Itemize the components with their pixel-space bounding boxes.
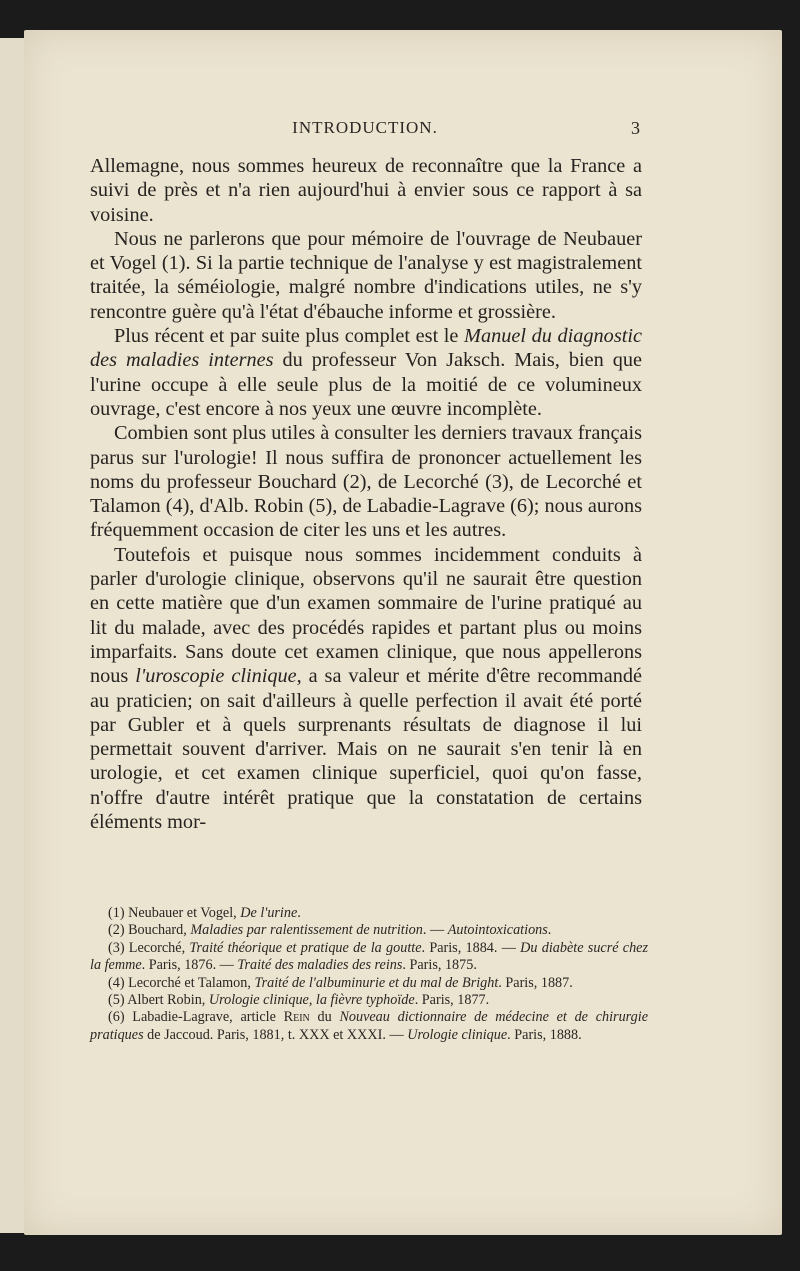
paragraph	[90, 421, 642, 542]
footnote	[90, 940, 648, 975]
italic-text: Du diabète sucré chez la femme	[90, 939, 649, 974]
italic-text: l'uroscopie clinique	[135, 665, 297, 688]
page-number: 3	[631, 118, 640, 138]
paragraph	[90, 154, 642, 227]
text-run: . Paris, 1877.	[414, 992, 490, 1009]
text-run: (4) Lecorché et Talamon,	[108, 974, 255, 991]
italic-text: Manuel du diagnostic des maladies internes	[90, 325, 642, 372]
text-run: . Paris, 1887.	[498, 974, 573, 991]
paragraph	[90, 324, 642, 421]
text-run: (6) Labadie-Lagrave, article	[108, 1009, 284, 1026]
text-run: . Paris, 1876. —	[141, 957, 238, 974]
text-run: . Paris, 1875.	[402, 957, 477, 974]
body-text	[90, 154, 642, 834]
footnote	[90, 975, 648, 992]
text-run: .	[297, 905, 301, 921]
text-run: Toutefois et puisque nous sommes incidemment conduits à parler d'urologie clinique, observons qu'il ne saurait être question en cette matière que d'un examen sommaire de l'urine pratiqué au lit du malade, avec des procédés rapides et partant plus ou moins imparfaits. Sans doute cet examen clinique, que nous appellerons nous	[90, 543, 642, 688]
text-run: Combien sont plus utiles à consulter les derniers travaux français parus sur l'urologie! Il nous suffira de prononcer actuellement les noms du professeur Bouchard (2), de Lecorché (3), de Lecorché et Talamon (4), d'Alb. Robin (5), de Labadie-Lagrave (6); nous aurons fréquemment occasion de citer les uns et les autres.	[90, 422, 642, 542]
italic-text: Maladies par ralentissement de nutrition	[190, 922, 423, 939]
italic-text: Urologie clinique, la fièvre typhoïde	[208, 992, 415, 1009]
running-title: INTRODUCTION.	[292, 118, 438, 137]
text-run: (3) Lecorché,	[108, 939, 190, 956]
text-run: de Jaccoud. Paris, 1881, t. XXX et XXXI. —	[143, 1026, 408, 1043]
text-run: Nous ne parlerons que pour mémoire de l'ouvrage de Neubauer et Vogel (1). Si la partie technique de l'analyse y est magistralement traitée, la séméiologie, malgré nombre d'indications utiles, ne s'y rencontre guère qu'à l'état d'ébauche informe et grossière.	[90, 227, 642, 323]
text-run: . Paris, 1888.	[507, 1026, 582, 1043]
italic-text: Traité des maladies des reins	[237, 957, 403, 974]
paragraph	[90, 227, 642, 324]
italic-text: Urologie clinique	[407, 1026, 508, 1043]
text-run: .	[547, 922, 552, 939]
italic-text: Traité théorique et pratique de la goutte	[189, 939, 422, 956]
footnote	[90, 992, 648, 1009]
text-run: , a sa valeur et mérite d'être recommandé au praticien; on sait d'ailleurs à quelle perfection il avait été porté par Gubler et à quels surprenants résultats de diagnose il lui permettait souvent d'arriver. Mais on ne saurait s'en tenir là en urologie, et cet examen clinique superficiel, quoi qu'on fasse, n'offre d'autre intérêt pratique que la constatation de certains éléments mor-	[90, 665, 642, 834]
text-run: Plus récent et par suite plus complet est le	[114, 325, 465, 348]
text-run: du	[309, 1009, 340, 1026]
text-run: (1) Neubauer et Vogel,	[108, 905, 241, 921]
text-run: . Paris, 1884. —	[421, 939, 521, 956]
footnote	[90, 1009, 648, 1044]
italic-text: De l'urine	[240, 905, 298, 921]
text-run: (5) Albert Robin,	[108, 992, 209, 1009]
text-run: du professeur Von Jaksch. Mais, bien que l'urine occupe à elle seule plus de la moitié de ce volumineux ouvrage, c'est encore à nos yeux une œuvre incomplète.	[90, 349, 642, 420]
text-run: (2) Bouchard,	[108, 922, 191, 939]
paragraph	[90, 543, 642, 835]
page-header	[90, 118, 640, 148]
small-caps-text: Rein	[283, 1009, 310, 1026]
italic-text: Traité de l'albuminurie et du mal de Bright	[254, 974, 499, 991]
italic-text: Autointoxications	[447, 922, 548, 939]
footnotes	[90, 905, 648, 1044]
footnote	[90, 922, 648, 939]
text-run: . —	[422, 922, 448, 939]
text-run: Allemagne, nous sommes heureux de reconnaître que la France a suivi de près et n'a rien aujourd'hui à envier sous ce rapport à sa voisine.	[90, 155, 642, 226]
footnote	[90, 905, 648, 922]
italic-text: Nouveau dictionnaire de médecine et de chirurgie pratiques	[90, 1009, 648, 1043]
